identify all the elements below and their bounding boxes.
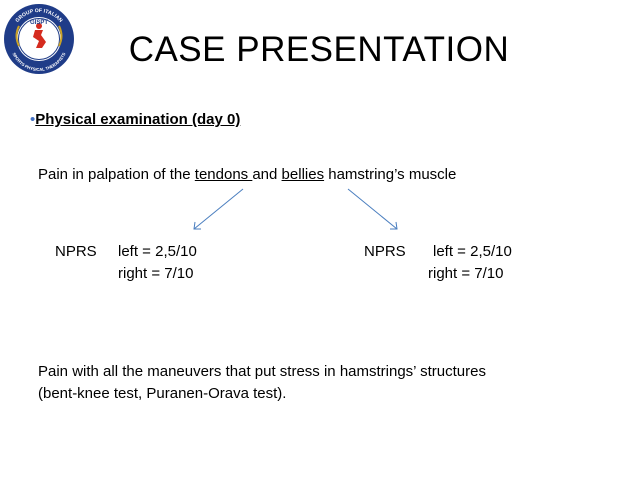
palpation-prefix: Pain in palpation of the [38,166,195,183]
bellies-word: bellies [281,166,325,183]
palpation-suffix: hamstring’s muscle [324,166,457,183]
right-nprs-label: NPRS [364,243,406,260]
logo-arc-top-text: GROUP OF ITALIAN [14,7,64,24]
bullet-text: Physical examination (day 0) [35,111,241,128]
right-nprs-left: left = 2,5/10 [433,243,512,260]
left-nprs-right: right = 7/10 [118,265,194,282]
maneuvers-line-2: (bent-knee test, Puranen-Orava test). [38,385,287,402]
left-nprs-left: left = 2,5/10 [118,243,197,260]
maneuvers-paragraph [38,361,486,405]
right-arrow [348,189,397,229]
logo-arc-bottom-text: SPORTS PHYSICAL THERAPISTS [11,51,67,73]
and-word: and [252,166,282,183]
bullet-heading [30,110,240,130]
left-arrow [194,189,243,229]
right-nprs-right: right = 7/10 [428,265,504,282]
slide-title: CASE PRESENTATION [128,30,510,69]
left-nprs-label: NPRS [55,243,97,260]
palpation-line [38,165,456,185]
maneuvers-line-1: Pain with all the maneuvers that put stress in hamstrings’ structures [38,363,486,380]
tendons-word: tendons [194,166,253,183]
logo-monogram: GISPT [29,20,49,26]
bullet-marker: • [30,111,36,128]
